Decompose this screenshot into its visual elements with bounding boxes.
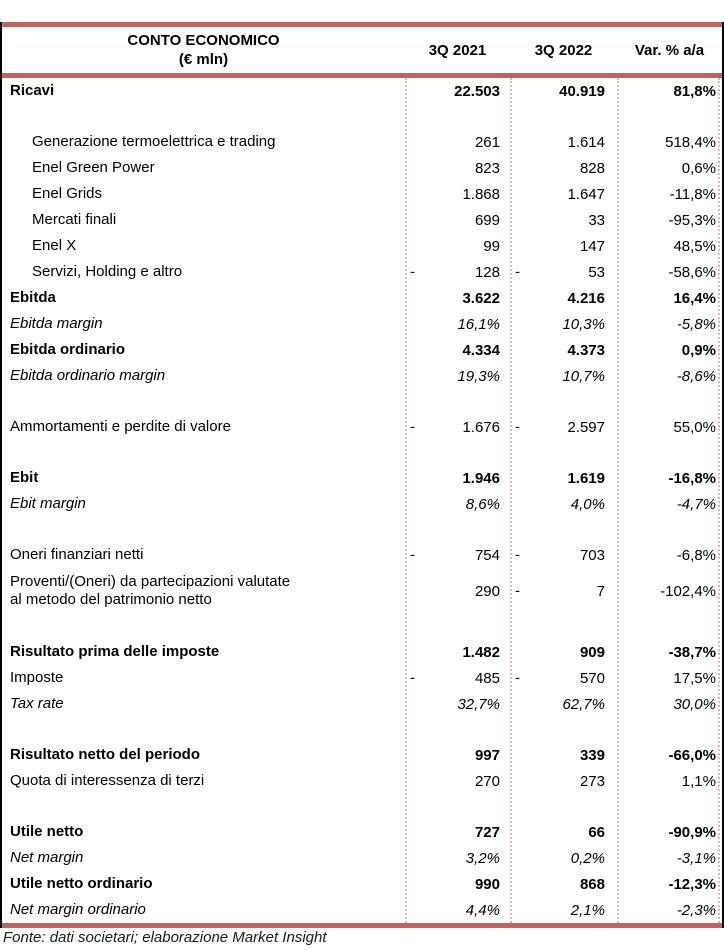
value-3q2021 [405, 414, 510, 440]
table-row [2, 414, 722, 440]
row-label: Ricavi [10, 82, 55, 99]
value-var-pct [617, 259, 722, 285]
cell-number: 727 [474, 823, 500, 841]
cell-number: 55,0% [673, 418, 716, 436]
row-label: Servizi, Holding e altro [32, 263, 183, 280]
cell-number: 703 [579, 546, 605, 564]
value-var-pct [617, 845, 722, 871]
cell-number: 1.946 [462, 469, 500, 487]
cell-number: 485 [474, 669, 500, 687]
cell-number: 19,3% [457, 367, 500, 385]
table-row [2, 568, 722, 614]
value-var-pct [617, 819, 722, 845]
cell-number: -3,1% [676, 849, 716, 867]
value-var-pct [617, 311, 722, 337]
cell-number: 147 [579, 237, 605, 255]
value-3q2021 [405, 129, 510, 155]
cell-number: 99 [483, 237, 500, 255]
cell-number: 990 [474, 875, 500, 893]
value-3q2022 [510, 155, 617, 181]
value-3q2022 [510, 233, 617, 259]
table-row [2, 871, 722, 897]
spacer-row [2, 104, 722, 129]
table-row [2, 897, 722, 923]
table-row [2, 129, 722, 155]
cell-number: -8,6% [676, 367, 716, 385]
row-label: Tax rate [10, 695, 64, 712]
cell-number: 1,1% [681, 772, 716, 790]
value-3q2022 [510, 568, 617, 614]
value-3q2021 [405, 665, 510, 691]
value-var-pct [617, 542, 722, 568]
row-label: Enel X [32, 237, 77, 254]
value-var-pct [617, 768, 722, 794]
cell-number: -38,7% [668, 643, 716, 661]
value-var-pct [617, 285, 722, 311]
cell-number: 62,7% [562, 695, 605, 713]
cell-number: 1.676 [462, 418, 500, 436]
cell-number: -16,8% [668, 469, 716, 487]
row-label: Risultato prima delle imposte [10, 643, 220, 660]
table-row [2, 491, 722, 517]
value-var-pct [617, 465, 722, 491]
value-var-pct [617, 491, 722, 517]
value-3q2021 [405, 897, 510, 923]
table-row [2, 465, 722, 491]
row-label: Ebit [10, 469, 39, 486]
value-3q2022 [510, 181, 617, 207]
table-row [2, 819, 722, 845]
cell-number: 1.647 [567, 185, 605, 203]
value-3q2022 [510, 129, 617, 155]
cell-number: 0,6% [681, 159, 716, 177]
table-row [2, 742, 722, 768]
value-3q2022 [510, 207, 617, 233]
cell-number: 0,9% [681, 341, 716, 359]
spacer-row [2, 389, 722, 414]
cell-number: 40.919 [559, 82, 605, 100]
column-header-3q2021: 3Q 2021 [428, 41, 487, 59]
cell-number: 48,5% [673, 237, 716, 255]
value-3q2022 [510, 665, 617, 691]
table-row [2, 259, 722, 285]
cell-number: 2.597 [567, 418, 605, 436]
row-label: Enel Green Power [32, 159, 155, 176]
table-row [2, 233, 722, 259]
cell-number: 32,7% [457, 695, 500, 713]
row-label: Utile netto [10, 823, 84, 840]
table-row [2, 337, 722, 363]
cell-number: 22.503 [454, 82, 500, 100]
row-label: Net margin ordinario [10, 901, 146, 918]
table-row [2, 285, 722, 311]
cell-number: 4.216 [567, 289, 605, 307]
value-3q2021 [405, 542, 510, 568]
cell-number: 1.619 [567, 469, 605, 487]
cell-number: 997 [474, 746, 500, 764]
spacer-row [2, 517, 722, 542]
cell-number: 10,3% [562, 315, 605, 333]
cell-number: 1.482 [462, 643, 500, 661]
table-header-row [2, 27, 722, 73]
value-var-pct [617, 337, 722, 363]
value-var-pct [617, 78, 722, 104]
negative-sign: - [515, 546, 520, 564]
value-3q2022 [510, 691, 617, 717]
cell-number: 828 [579, 159, 605, 177]
value-3q2022 [510, 78, 617, 104]
value-3q2021 [405, 819, 510, 845]
value-3q2021 [405, 259, 510, 285]
cell-number: -102,4% [660, 582, 716, 600]
value-3q2022 [510, 742, 617, 768]
row-label: Ebit margin [10, 495, 86, 512]
cell-number: 270 [474, 772, 500, 790]
value-var-pct [617, 207, 722, 233]
row-label: Oneri finanziari netti [10, 546, 144, 563]
value-3q2021 [405, 691, 510, 717]
row-label: Quota di interessenza di terzi [10, 772, 205, 789]
cell-number: -12,3% [668, 875, 716, 893]
row-label: Utile netto ordinario [10, 875, 153, 892]
table-title-line2: (€ mln) [178, 51, 229, 68]
value-var-pct [617, 363, 722, 389]
cell-number: 4,4% [465, 901, 500, 919]
spacer-row [2, 440, 722, 465]
value-var-pct [617, 742, 722, 768]
cell-number: 1.868 [462, 185, 500, 203]
value-3q2022 [510, 871, 617, 897]
cell-number: -90,9% [668, 823, 716, 841]
value-3q2022 [510, 465, 617, 491]
row-label: Ebitda ordinario [10, 341, 126, 358]
row-label: Ebitda margin [10, 315, 103, 332]
cell-number: 81,8% [673, 82, 716, 100]
row-label: Net margin [10, 849, 84, 866]
value-3q2022 [510, 337, 617, 363]
value-3q2021 [405, 363, 510, 389]
table-row [2, 363, 722, 389]
table-row [2, 845, 722, 871]
cell-number: 339 [579, 746, 605, 764]
value-3q2022 [510, 311, 617, 337]
value-3q2021 [405, 78, 510, 104]
negative-sign: - [410, 546, 415, 564]
value-3q2021 [405, 181, 510, 207]
negative-sign: - [515, 669, 520, 687]
value-3q2021 [405, 491, 510, 517]
cell-number: -95,3% [668, 211, 716, 229]
cell-number: 570 [579, 669, 605, 687]
row-label: Mercati finali [32, 211, 117, 228]
value-var-pct [617, 665, 722, 691]
value-3q2021 [405, 233, 510, 259]
cell-number: 128 [474, 263, 500, 281]
cell-number: 3.622 [462, 289, 500, 307]
cell-number: 17,5% [673, 669, 716, 687]
row-label: Risultato netto del periodo [10, 746, 200, 763]
table-row [2, 181, 722, 207]
value-3q2021 [405, 311, 510, 337]
row-label: Generazione termoelettrica e trading [32, 133, 276, 150]
value-3q2022 [510, 285, 617, 311]
cell-number: 33 [588, 211, 605, 229]
table-row [2, 311, 722, 337]
value-3q2021 [405, 285, 510, 311]
source-note: Fonte: dati societari; elaborazione Market Insight [3, 929, 327, 946]
negative-sign: - [410, 263, 415, 281]
cell-number: 16,4% [673, 289, 716, 307]
cell-number: 4.373 [567, 341, 605, 359]
cell-number: -5,8% [676, 315, 716, 333]
negative-sign: - [410, 418, 415, 436]
value-3q2022 [510, 542, 617, 568]
row-label: Imposte [10, 669, 64, 686]
value-var-pct [617, 897, 722, 923]
cell-number: 10,7% [562, 367, 605, 385]
cell-number: 7 [596, 582, 605, 600]
cell-number: 2,1% [570, 901, 605, 919]
table-row [2, 155, 722, 181]
value-var-pct [617, 129, 722, 155]
table-row [2, 768, 722, 794]
value-var-pct [617, 568, 722, 614]
value-var-pct [617, 155, 722, 181]
value-3q2022 [510, 414, 617, 440]
value-var-pct [617, 233, 722, 259]
cell-number: 3,2% [465, 849, 500, 867]
value-3q2022 [510, 819, 617, 845]
cell-number: 290 [474, 582, 500, 600]
value-3q2021 [405, 155, 510, 181]
value-3q2022 [510, 259, 617, 285]
cell-number: 16,1% [457, 315, 500, 333]
value-3q2022 [510, 363, 617, 389]
row-label: Ebitda ordinario margin [10, 367, 166, 384]
cell-number: 823 [474, 159, 500, 177]
value-var-pct [617, 639, 722, 665]
value-3q2022 [510, 491, 617, 517]
table-row [2, 639, 722, 665]
table-title [2, 31, 405, 69]
value-3q2021 [405, 742, 510, 768]
cell-number: -6,8% [676, 546, 716, 564]
cell-number: 699 [474, 211, 500, 229]
row-label: Ammortamenti e perdite di valore [10, 418, 231, 435]
value-3q2022 [510, 768, 617, 794]
value-var-pct [617, 181, 722, 207]
value-var-pct [617, 691, 722, 717]
row-label: Proventi/(Oneri) da partecipazioni valutate al metodo del patrimonio netto [10, 573, 291, 608]
cell-number: -2,3% [676, 901, 716, 919]
table-row [2, 542, 722, 568]
cell-number: 30,0% [673, 695, 716, 713]
value-3q2021 [405, 465, 510, 491]
cell-number: 53 [588, 263, 605, 281]
cell-number: 273 [579, 772, 605, 790]
cell-number: 868 [579, 875, 605, 893]
cell-number: 261 [474, 133, 500, 151]
value-var-pct [617, 871, 722, 897]
cell-number: 1.614 [567, 133, 605, 151]
table-body [2, 78, 722, 923]
value-3q2021 [405, 337, 510, 363]
cell-number: 0,2% [570, 849, 605, 867]
spacer-row [2, 794, 722, 819]
value-3q2021 [405, 768, 510, 794]
negative-sign: - [410, 669, 415, 687]
row-label: Enel Grids [32, 185, 103, 202]
value-var-pct [617, 414, 722, 440]
value-3q2022 [510, 897, 617, 923]
table-row [2, 78, 722, 104]
bottom-accent-rule [2, 923, 722, 928]
spacer-row [2, 614, 722, 639]
value-3q2021 [405, 871, 510, 897]
value-3q2021 [405, 568, 510, 614]
value-3q2021 [405, 207, 510, 233]
cell-number: -4,7% [676, 495, 716, 513]
cell-number: -11,8% [669, 185, 716, 203]
income-statement-table [0, 22, 724, 928]
cell-number: 518,4% [665, 133, 716, 151]
negative-sign: - [515, 582, 520, 600]
value-3q2022 [510, 845, 617, 871]
cell-number: 66 [588, 823, 605, 841]
table-row [2, 691, 722, 717]
value-3q2022 [510, 639, 617, 665]
row-label: Ebitda [10, 289, 56, 306]
cell-number: 909 [579, 643, 605, 661]
value-3q2021 [405, 639, 510, 665]
spacer-row [2, 717, 722, 742]
negative-sign: - [515, 418, 520, 436]
column-header-3q2022: 3Q 2022 [534, 41, 593, 59]
cell-number: -66,0% [668, 746, 716, 764]
cell-number: 754 [474, 546, 500, 564]
cell-number: -58,6% [668, 263, 716, 281]
cell-number: 8,6% [465, 495, 500, 513]
table-row [2, 665, 722, 691]
cell-number: 4,0% [570, 495, 605, 513]
table-row [2, 207, 722, 233]
cell-number: 4.334 [462, 341, 500, 359]
column-header-var: Var. % a/a [634, 41, 705, 59]
negative-sign: - [515, 263, 520, 281]
value-3q2021 [405, 845, 510, 871]
table-title-line1: CONTO ECONOMICO [127, 32, 280, 49]
